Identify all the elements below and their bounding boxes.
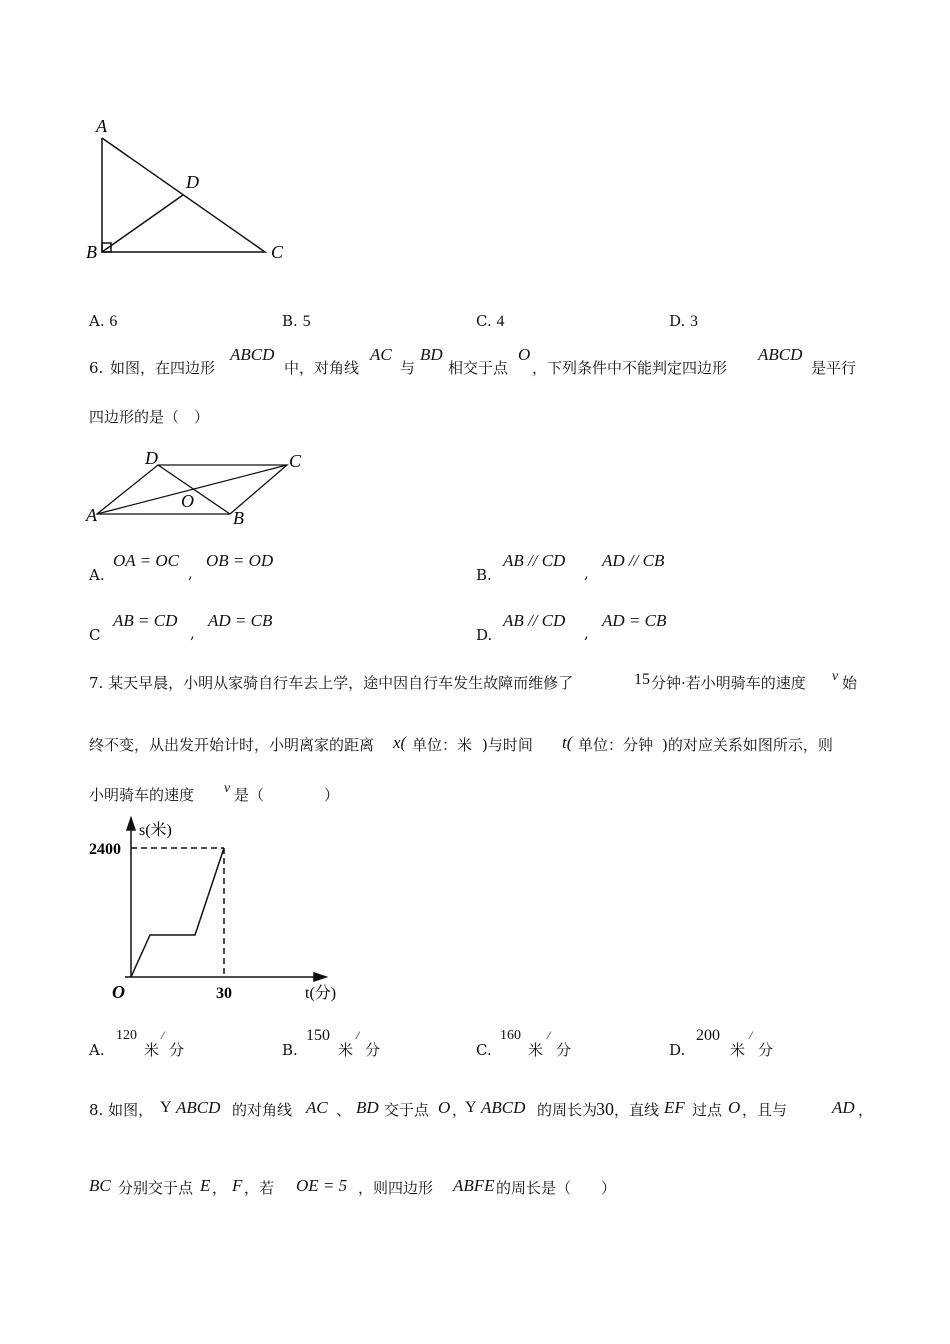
option-label: C	[89, 626, 101, 644]
q7-math: x(	[393, 733, 407, 752]
option-number: 200	[696, 1027, 720, 1044]
option-slash: /	[161, 1028, 165, 1042]
option-math: OB = OD	[206, 551, 274, 570]
q8-text: 过点	[692, 1101, 723, 1119]
q8-math: O	[728, 1098, 741, 1117]
parallelogram-symbol: Y	[160, 1099, 172, 1116]
q8-math: ABCD	[176, 1098, 221, 1117]
label-a: A	[86, 505, 97, 525]
q5-option-a[interactable]: A. 6	[89, 312, 118, 330]
option-label: C.	[476, 1041, 492, 1059]
label-d: D	[145, 448, 158, 468]
triangle-figure	[102, 138, 265, 252]
q7-text: 始	[842, 674, 858, 692]
q7-text: 是（ ）	[234, 786, 340, 804]
q6-text-line2: 四边形的是（ ）	[89, 408, 210, 426]
y-axis-arrow	[127, 818, 135, 830]
q8-math: ABFE	[453, 1176, 495, 1195]
q8-text: ，	[858, 1101, 874, 1119]
option-label: B.	[476, 566, 492, 584]
option-math: AB // CD	[503, 551, 566, 570]
q6-text: 是平行	[811, 359, 857, 377]
q8-number: 30	[596, 1099, 614, 1119]
q6-math: BD	[420, 345, 443, 364]
q8-math: E	[200, 1176, 211, 1195]
q6-text: 与	[400, 359, 416, 377]
q5-option-b[interactable]: B. 5	[282, 312, 311, 330]
q7-text: )的对应关系如图所示，则	[662, 736, 833, 754]
x-axis-arrow	[314, 973, 326, 981]
q8-text: 的周长为	[537, 1101, 598, 1119]
q8-math: AD	[832, 1098, 855, 1117]
option-unit: 米	[528, 1041, 544, 1059]
option-number: 150	[306, 1027, 330, 1044]
q8-math: AC	[306, 1098, 328, 1117]
q8-math: OE = 5	[296, 1176, 348, 1195]
q8-text: 、	[336, 1101, 352, 1119]
option-math: AB = CD	[113, 611, 178, 630]
label-d: D	[186, 172, 199, 192]
q7-math: 15	[634, 671, 650, 688]
q8-math: F	[232, 1176, 243, 1195]
q7-text: 单位：分钟	[578, 736, 654, 754]
option-per: 分	[556, 1041, 572, 1059]
q8-text: 交于点	[384, 1101, 430, 1119]
q8-math: EF	[664, 1098, 685, 1117]
y-axis-label: s(米)	[139, 822, 172, 839]
q7-text: 分钟·若小明骑车的速度	[651, 674, 806, 692]
q8-text: 分别交于点	[118, 1179, 194, 1197]
x-tick-30: 30	[216, 985, 232, 1002]
distance-line	[131, 848, 224, 977]
q6-math: ABCD	[230, 345, 275, 364]
q7-math: v	[832, 669, 839, 684]
option-label: D.	[476, 626, 493, 644]
q6-text: ，下列条件中不能判定四边形	[532, 359, 728, 377]
q7-math: t(	[562, 733, 573, 752]
q6-text: 如图，在四边形	[110, 359, 216, 377]
q6-math: O	[518, 345, 531, 364]
q8-text: ，	[452, 1101, 468, 1119]
option-number: 160	[500, 1028, 521, 1043]
q6-text: 中，对角线	[284, 359, 360, 377]
option-slash: /	[356, 1028, 360, 1042]
distance-time-graph	[125, 818, 326, 981]
option-label: A.	[89, 566, 105, 584]
q8-math: ABCD	[481, 1098, 526, 1117]
q8-text: 的对角线	[232, 1101, 293, 1119]
q6-number: 6.	[89, 359, 104, 377]
comma: ,	[584, 564, 589, 582]
y-tick-2400: 2400	[89, 841, 121, 858]
option-slash: /	[749, 1028, 753, 1042]
q6-text: 相交于点	[448, 359, 509, 377]
q7-text: 单位：米	[412, 736, 473, 754]
label-a: A	[96, 116, 107, 136]
origin-label: O	[112, 982, 125, 1002]
q7-text: 终不变，从出发开始计时，小明离家的距离	[89, 736, 375, 754]
x-axis-label: t(分)	[305, 985, 337, 1002]
option-label: B.	[282, 1041, 298, 1059]
label-c: C	[271, 242, 284, 262]
q7-text: 7. 某天早晨，小明从家骑自行车去上学，途中因自行车发生故障而维修了	[89, 674, 574, 692]
option-math: AB // CD	[503, 611, 566, 630]
q8-text: ，若	[244, 1179, 275, 1197]
q8-text: 的周长是（ ）	[496, 1179, 617, 1197]
option-per: 分	[758, 1041, 774, 1059]
option-math: AD = CB	[208, 611, 273, 630]
label-b: B	[86, 242, 97, 262]
option-per: 分	[169, 1041, 185, 1059]
comma: ,	[190, 624, 195, 642]
q8-text: ，且与	[742, 1101, 788, 1119]
option-unit: 米	[144, 1041, 160, 1059]
option-unit: 米	[730, 1041, 746, 1059]
label-c: C	[289, 451, 302, 471]
q8-text: 8. 如图，	[89, 1101, 154, 1119]
q8-text: ，则四边形	[358, 1179, 434, 1197]
option-per: 分	[365, 1041, 381, 1059]
option-math: AD = CB	[602, 611, 667, 630]
q8-math: BD	[356, 1098, 379, 1117]
q8-math: BC	[89, 1176, 111, 1195]
comma: ,	[188, 564, 193, 582]
q7-text: )与时间	[482, 736, 533, 754]
parallelogram-symbol: Y	[465, 1099, 477, 1116]
option-number: 120	[116, 1028, 137, 1043]
option-label: D.	[669, 1041, 686, 1059]
option-unit: 米	[338, 1041, 354, 1059]
diagonal-bd	[158, 465, 230, 514]
q8-math: O	[438, 1098, 451, 1117]
option-slash: /	[547, 1028, 551, 1042]
q7-text: 小明骑车的速度	[89, 786, 195, 804]
q8-text: ，	[212, 1179, 228, 1197]
q7-math: v	[224, 781, 231, 796]
q5-option-d[interactable]: D. 3	[669, 312, 699, 330]
label-b: B	[233, 508, 244, 528]
option-math: OA = OC	[113, 551, 179, 570]
option-label: A.	[89, 1041, 105, 1059]
q5-option-c[interactable]: C. 4	[476, 312, 505, 330]
option-math: AD // CB	[602, 551, 665, 570]
q6-math: ABCD	[758, 345, 803, 364]
q8-text: ，直线	[614, 1101, 660, 1119]
q6-math: AC	[370, 345, 392, 364]
label-o: O	[181, 491, 194, 511]
comma: ,	[584, 624, 589, 642]
segment-bd	[102, 195, 183, 252]
